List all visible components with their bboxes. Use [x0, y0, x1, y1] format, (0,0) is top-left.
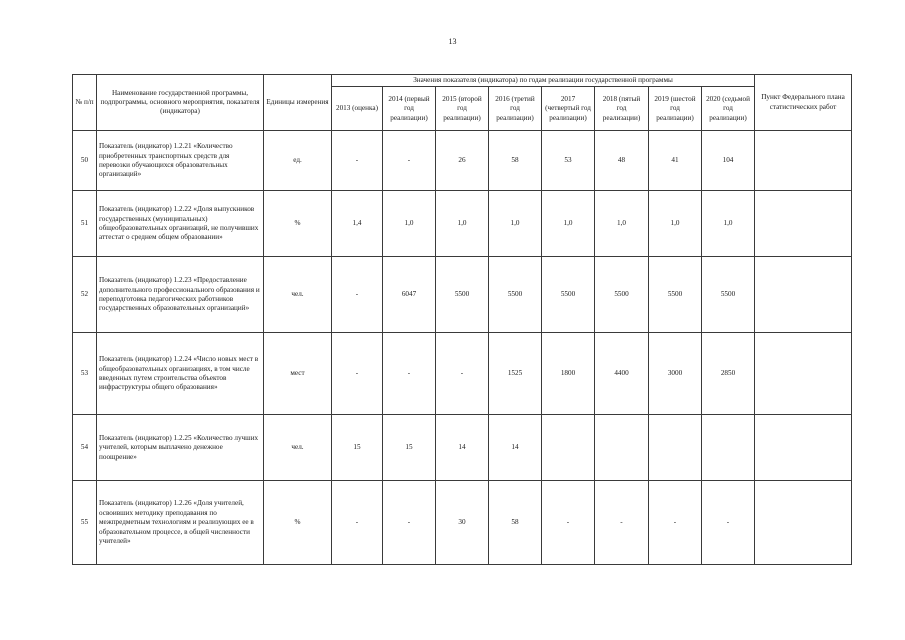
- row-value: 5500: [489, 257, 542, 333]
- row-value: 15: [332, 415, 383, 481]
- header-year: 2018 (пятый год реализации): [595, 87, 649, 131]
- row-unit: чел.: [264, 257, 332, 333]
- table-row: [73, 481, 852, 565]
- row-value: -: [332, 333, 383, 415]
- row-value: 1800: [542, 333, 595, 415]
- row-unit: мест: [264, 333, 332, 415]
- row-plan: [755, 257, 852, 333]
- row-value: 1,0: [436, 191, 489, 257]
- row-value: -: [595, 481, 649, 565]
- header-year: 2020 (седьмой год реализации): [702, 87, 755, 131]
- row-plan: [755, 131, 852, 191]
- row-value: 6047: [383, 257, 436, 333]
- row-num: 50: [73, 131, 97, 191]
- row-value: 1,4: [332, 191, 383, 257]
- row-name: Показатель (индикатор) 1.2.25 «Количество лучших учителей, которым выплачено денежное поощрение»: [97, 415, 264, 481]
- row-value: 26: [436, 131, 489, 191]
- row-value: -: [383, 131, 436, 191]
- header-values-group: Значения показателя (индикатора) по годам реализации государственной программы: [332, 75, 755, 87]
- row-value: 2850: [702, 333, 755, 415]
- row-plan: [755, 481, 852, 565]
- row-value: -: [436, 333, 489, 415]
- row-value: 58: [489, 131, 542, 191]
- row-unit: чел.: [264, 415, 332, 481]
- indicators-table: [72, 74, 852, 565]
- row-value: 5500: [702, 257, 755, 333]
- table-row: [73, 333, 852, 415]
- row-name: Показатель (индикатор) 1.2.21 «Количество приобретенных транспортных средств для перевозки обучающихся образовательных организаций»: [97, 131, 264, 191]
- table-row: [73, 131, 852, 191]
- row-value: -: [383, 333, 436, 415]
- header-plan: Пункт Федерального плана статистических работ: [755, 75, 852, 131]
- row-unit: %: [264, 191, 332, 257]
- row-value: -: [383, 481, 436, 565]
- row-plan: [755, 191, 852, 257]
- table-row: [73, 415, 852, 481]
- header-year: 2013 (оценка): [332, 87, 383, 131]
- row-value: -: [542, 481, 595, 565]
- row-value: 53: [542, 131, 595, 191]
- row-unit: %: [264, 481, 332, 565]
- row-value: 58: [489, 481, 542, 565]
- header-name: Наименование государственной программы, подпрограммы, основного мероприятия, показателя (индикатора): [97, 75, 264, 131]
- row-value: 5500: [649, 257, 702, 333]
- row-value: 14: [489, 415, 542, 481]
- row-value: 30: [436, 481, 489, 565]
- row-unit: ед.: [264, 131, 332, 191]
- header-year: 2017 (четвертый год реализации): [542, 87, 595, 131]
- header-year: 2016 (третий год реализации): [489, 87, 542, 131]
- row-value: -: [702, 481, 755, 565]
- row-value: 3000: [649, 333, 702, 415]
- row-num: 54: [73, 415, 97, 481]
- row-value: 15: [383, 415, 436, 481]
- row-name: Показатель (индикатор) 1.2.22 «Доля выпускников государственных (муниципальных) общеобразовательных организаций, не получивших аттестат о среднем общем образовании»: [97, 191, 264, 257]
- row-value: 5500: [542, 257, 595, 333]
- row-name: Показатель (индикатор) 1.2.23 «Предоставление дополнительного профессионального образования и переподготовка педагогических работников государственных образовательных организаций»: [97, 257, 264, 333]
- row-value: [702, 415, 755, 481]
- header-year: 2014 (первый год реализации): [383, 87, 436, 131]
- row-num: 51: [73, 191, 97, 257]
- row-value: -: [332, 257, 383, 333]
- row-value: 5500: [595, 257, 649, 333]
- row-value: 5500: [436, 257, 489, 333]
- page-number: 13: [448, 37, 457, 46]
- row-value: 4400: [595, 333, 649, 415]
- row-value: [595, 415, 649, 481]
- row-value: 1,0: [702, 191, 755, 257]
- row-num: 53: [73, 333, 97, 415]
- row-name: Показатель (индикатор) 1.2.24 «Число новых мест в общеобразовательных организациях, в том числе введенных путем строительства объектов инфраструктуры общего образования»: [97, 333, 264, 415]
- row-value: 48: [595, 131, 649, 191]
- header-units: Единицы измерения: [264, 75, 332, 131]
- row-plan: [755, 333, 852, 415]
- row-value: 41: [649, 131, 702, 191]
- row-value: 1,0: [383, 191, 436, 257]
- table-row: [73, 257, 852, 333]
- row-name: Показатель (индикатор) 1.2.26 «Доля учителей, освоивших методику преподавания по межпредметным технологиям и реализующих ее в образовательном процессе, в общей численности учителей»: [97, 481, 264, 565]
- header-num: № п/п: [73, 75, 97, 131]
- row-value: 1,0: [595, 191, 649, 257]
- row-num: 55: [73, 481, 97, 565]
- header-year: 2015 (второй год реализации): [436, 87, 489, 131]
- row-num: 52: [73, 257, 97, 333]
- row-value: 1,0: [649, 191, 702, 257]
- row-value: 1,0: [542, 191, 595, 257]
- row-value: 1,0: [489, 191, 542, 257]
- header-year: 2019 (шестой год реализации): [649, 87, 702, 131]
- row-value: [649, 415, 702, 481]
- table-row: [73, 191, 852, 257]
- row-value: 14: [436, 415, 489, 481]
- row-value: 1525: [489, 333, 542, 415]
- row-value: [542, 415, 595, 481]
- row-value: 104: [702, 131, 755, 191]
- row-plan: [755, 415, 852, 481]
- row-value: -: [649, 481, 702, 565]
- row-value: -: [332, 481, 383, 565]
- row-value: -: [332, 131, 383, 191]
